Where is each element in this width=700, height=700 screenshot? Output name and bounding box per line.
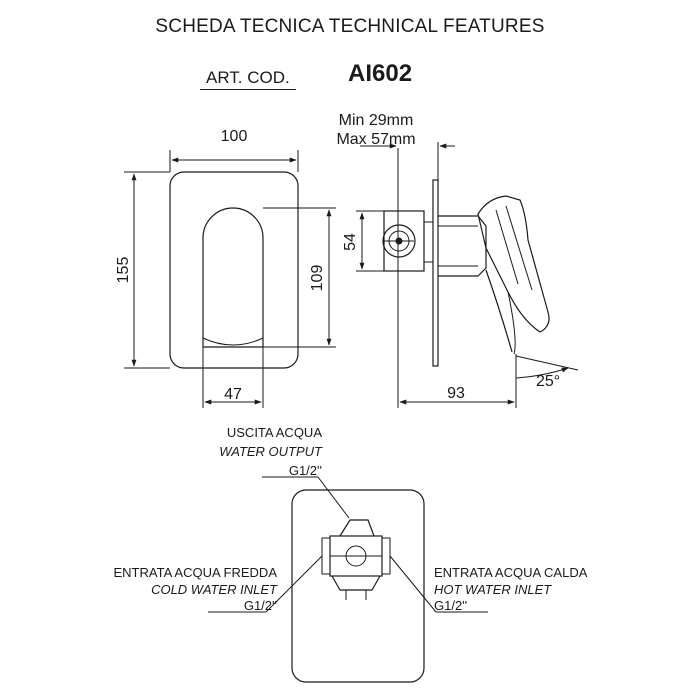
side-view [356,142,578,408]
cold-label-en: COLD WATER INLET [151,582,277,597]
front-view [124,150,336,408]
projection-dimension: 93 [447,385,465,402]
hot-inlet-fitting [382,538,390,574]
outlet-fitting [340,520,374,536]
cartridge-housing [438,216,486,276]
article-code: AI602 [348,60,413,87]
cold-inlet-fitting [322,538,330,574]
lever-height-dimension: 109 [309,264,326,292]
height-dimension: 155 [115,256,132,284]
cover-plate [170,172,298,368]
hot-label-it: ENTRATA ACQUA CALDA [434,565,588,580]
rough-in-box [292,490,424,682]
cold-thread: G1/2'' [243,598,277,613]
lever-angle: 25° [536,373,561,390]
sheet-title: SCHEDA TECNICA TECHNICAL FEATURES [155,16,545,37]
outlet-label-en: WATER OUTPUT [219,444,322,459]
side-cover-plate [433,180,438,366]
lever-base-curve [203,338,263,345]
hot-label-en: HOT WATER INLET [434,582,552,597]
width-dimension: 100 [220,128,248,145]
depth-max: Max 57mm [336,131,416,148]
mixer-bottom [332,576,380,590]
hot-thread: G1/2'' [434,598,468,613]
side-lever [478,196,549,332]
article-code-label: ART. COD. [206,68,290,87]
cold-label-it: ENTRATA ACQUA FREDDA [113,565,277,580]
lever-width-dimension: 47 [224,386,242,403]
depth-min: Min 29mm [338,112,414,129]
lever-handle [203,208,263,347]
body-height-dimension: 54 [342,233,359,251]
outlet-label-it: USCITA ACQUA [226,425,322,440]
outlet-thread: G1/2'' [288,463,322,478]
